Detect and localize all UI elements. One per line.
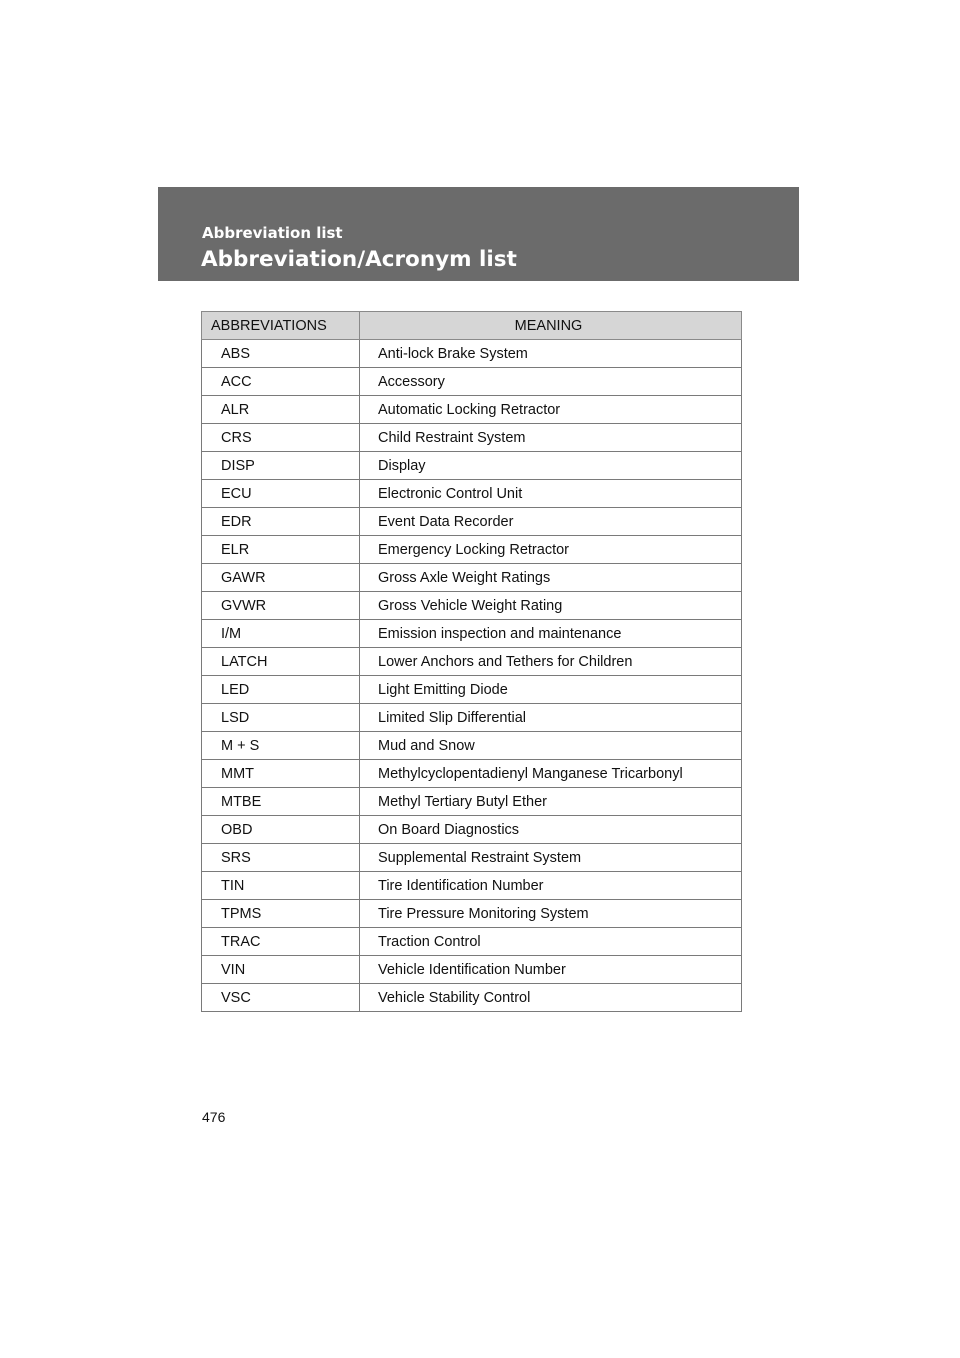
meaning-cell: Methylcyclopentadienyl Manganese Tricarbonyl [360, 760, 742, 788]
abbreviation-cell: DISP [202, 452, 360, 480]
abbreviation-cell: GAWR [202, 564, 360, 592]
meaning-cell: Electronic Control Unit [360, 480, 742, 508]
table-row [202, 704, 742, 732]
meaning-cell: Display [360, 452, 742, 480]
abbreviation-cell: ELR [202, 536, 360, 564]
table-row [202, 816, 742, 844]
abbreviation-cell: OBD [202, 816, 360, 844]
meaning-cell: Anti-lock Brake System [360, 340, 742, 368]
column-header-abbreviations: ABBREVIATIONS [202, 312, 360, 340]
abbreviation-cell: M + S [202, 732, 360, 760]
abbreviation-cell: CRS [202, 424, 360, 452]
abbreviation-cell: MTBE [202, 788, 360, 816]
table-row [202, 900, 742, 928]
page-title: Abbreviation/Acronym list [201, 247, 517, 272]
table-row [202, 648, 742, 676]
table-body [202, 340, 742, 1012]
meaning-cell: Tire Identification Number [360, 872, 742, 900]
abbreviation-cell: TIN [202, 872, 360, 900]
abbreviation-cell: LED [202, 676, 360, 704]
table-row [202, 396, 742, 424]
abbreviation-table [201, 311, 742, 1012]
abbreviation-cell: I/M [202, 620, 360, 648]
abbreviation-cell: ABS [202, 340, 360, 368]
table-row [202, 928, 742, 956]
abbreviation-cell: SRS [202, 844, 360, 872]
meaning-cell: Light Emitting Diode [360, 676, 742, 704]
abbreviation-cell: VIN [202, 956, 360, 984]
table-header-row [202, 312, 742, 340]
table-row [202, 508, 742, 536]
meaning-cell: Vehicle Stability Control [360, 984, 742, 1012]
meaning-cell: Traction Control [360, 928, 742, 956]
abbreviation-cell: ACC [202, 368, 360, 396]
table-row [202, 984, 742, 1012]
table-row [202, 592, 742, 620]
abbreviation-cell: EDR [202, 508, 360, 536]
table-row [202, 564, 742, 592]
table-row [202, 536, 742, 564]
meaning-cell: Limited Slip Differential [360, 704, 742, 732]
abbreviation-cell: TPMS [202, 900, 360, 928]
column-header-meaning: MEANING [360, 312, 742, 340]
meaning-cell: Lower Anchors and Tethers for Children [360, 648, 742, 676]
meaning-cell: Mud and Snow [360, 732, 742, 760]
table-row [202, 424, 742, 452]
table-row [202, 340, 742, 368]
abbreviation-cell: LATCH [202, 648, 360, 676]
meaning-cell: Gross Vehicle Weight Rating [360, 592, 742, 620]
table-row [202, 620, 742, 648]
meaning-cell: Tire Pressure Monitoring System [360, 900, 742, 928]
abbreviation-cell: VSC [202, 984, 360, 1012]
abbreviation-cell: ALR [202, 396, 360, 424]
meaning-cell: Event Data Recorder [360, 508, 742, 536]
abbreviation-cell: ECU [202, 480, 360, 508]
page-number: 476 [202, 1109, 226, 1125]
table-row [202, 368, 742, 396]
meaning-cell: Emission inspection and maintenance [360, 620, 742, 648]
table-row [202, 732, 742, 760]
table-row [202, 760, 742, 788]
abbreviation-cell: LSD [202, 704, 360, 732]
table-row [202, 844, 742, 872]
meaning-cell: Gross Axle Weight Ratings [360, 564, 742, 592]
meaning-cell: Supplemental Restraint System [360, 844, 742, 872]
abbreviation-cell: MMT [202, 760, 360, 788]
table-row [202, 452, 742, 480]
table-row [202, 872, 742, 900]
table-row [202, 956, 742, 984]
meaning-cell: Child Restraint System [360, 424, 742, 452]
abbreviation-cell: GVWR [202, 592, 360, 620]
meaning-cell: Accessory [360, 368, 742, 396]
meaning-cell: Vehicle Identification Number [360, 956, 742, 984]
abbreviation-cell: TRAC [202, 928, 360, 956]
table-row [202, 788, 742, 816]
meaning-cell: Emergency Locking Retractor [360, 536, 742, 564]
meaning-cell: On Board Diagnostics [360, 816, 742, 844]
meaning-cell: Methyl Tertiary Butyl Ether [360, 788, 742, 816]
table-row [202, 480, 742, 508]
meaning-cell: Automatic Locking Retractor [360, 396, 742, 424]
section-label: Abbreviation list [202, 224, 343, 242]
header-band [158, 187, 799, 281]
table-row [202, 676, 742, 704]
